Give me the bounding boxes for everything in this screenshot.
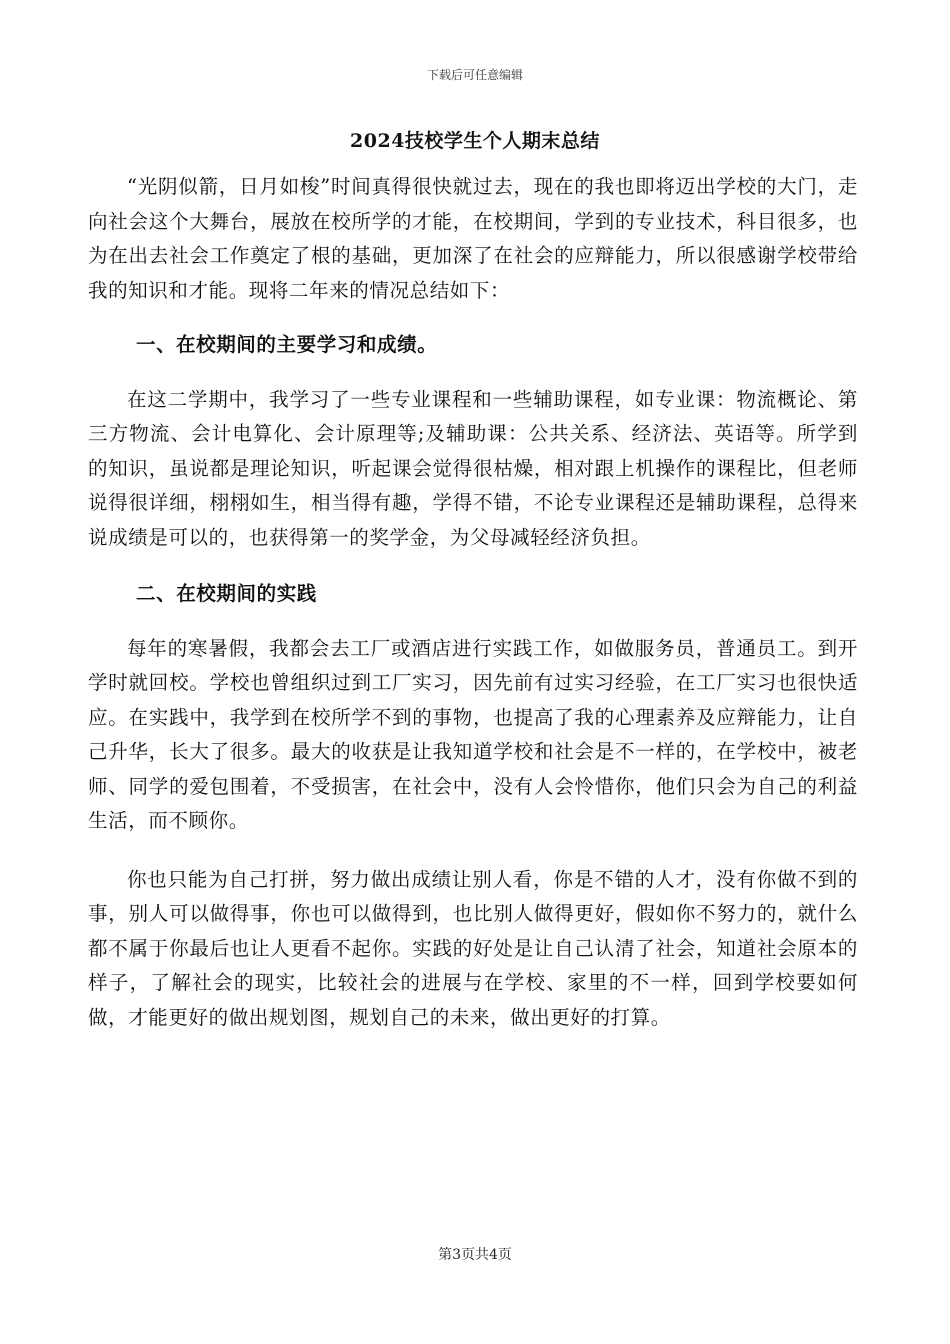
section1-heading <box>88 328 858 363</box>
section1-paragraph: 在这二学期中，我学习了一些专业课程和一些辅助课程，如专业课：物流概论、第三方物流、会计电算化、会计原理等;及辅助课：公共关系、经济法、英语等。所学到的知识，虽说都是理论知识，听起课会觉得很枯燥，相对跟上机操作的课程比，但老师说得很详细，栩栩如生，相当得有趣，学得不错，不论专业课程还是辅助课程，总得来说成绩是可以的，也获得第一的奖学金，为父母减轻经济负担。 <box>88 387 858 549</box>
section2-paragraph-1: 每年的寒暑假，我都会去工厂或酒店进行实践工作，如做服务员，普通员工。到开学时就回校。学校也曾组织过到工厂实习，因先前有过实习经验，在工厂实习也很快适应。在实践中，我学到在校所学不到的事物，也提高了我的心理素养及应辩能力，让自己升华，长大了很多。最大的收获是让我知道学校和社会是不一样的，在学校中，被老师、同学的爱包围着，不受损害，在社会中，没有人会怜惜你，他们只会为自己的利益生活，而不顾你。 <box>88 636 858 832</box>
header-note: 下载后可任意编辑 <box>426 68 523 82</box>
intro-paragraph: “光阴似箭，日月如梭”时间真得很快就过去，现在的我也即将迈出学校的大门，走向社会这个大舞台，展放在校所学的才能，在校期间，学到的专业技术，科目很多，也为在出去社会工作奠定了根的基础，更加深了在社会的应辩能力，所以很感谢学校带给我的知识和才能。现将二年来的情况总结如下： <box>88 175 858 302</box>
page-footer: 第3页共4页 <box>438 1247 512 1263</box>
section2-heading: 二、在校期间的实践 <box>136 582 317 605</box>
document-title: 2024技校学生个人期末总结 <box>350 130 600 152</box>
section1-number: 一、 <box>136 333 177 356</box>
section1-heading-text: 在校期间的主要学习和成绩。 <box>176 333 438 356</box>
document-body <box>88 170 858 1035</box>
section2-paragraph-2: 你也只能为自己打拼，努力做出成绩让别人看，你是不错的人才，没有你做不到的事，别人可以做得事，你也可以做得到，也比别人做得更好，假如你不努力的，就什么都不属于你最后也让人更看不起你。实践的好处是让自己认清了社会，知道社会原本的样子，了解社会的现实，比较社会的进展与在学校、家里的不一样，回到学校要如何做，才能更好的做出规划图，规划自己的未来，做出更好的打算。 <box>88 867 858 1029</box>
